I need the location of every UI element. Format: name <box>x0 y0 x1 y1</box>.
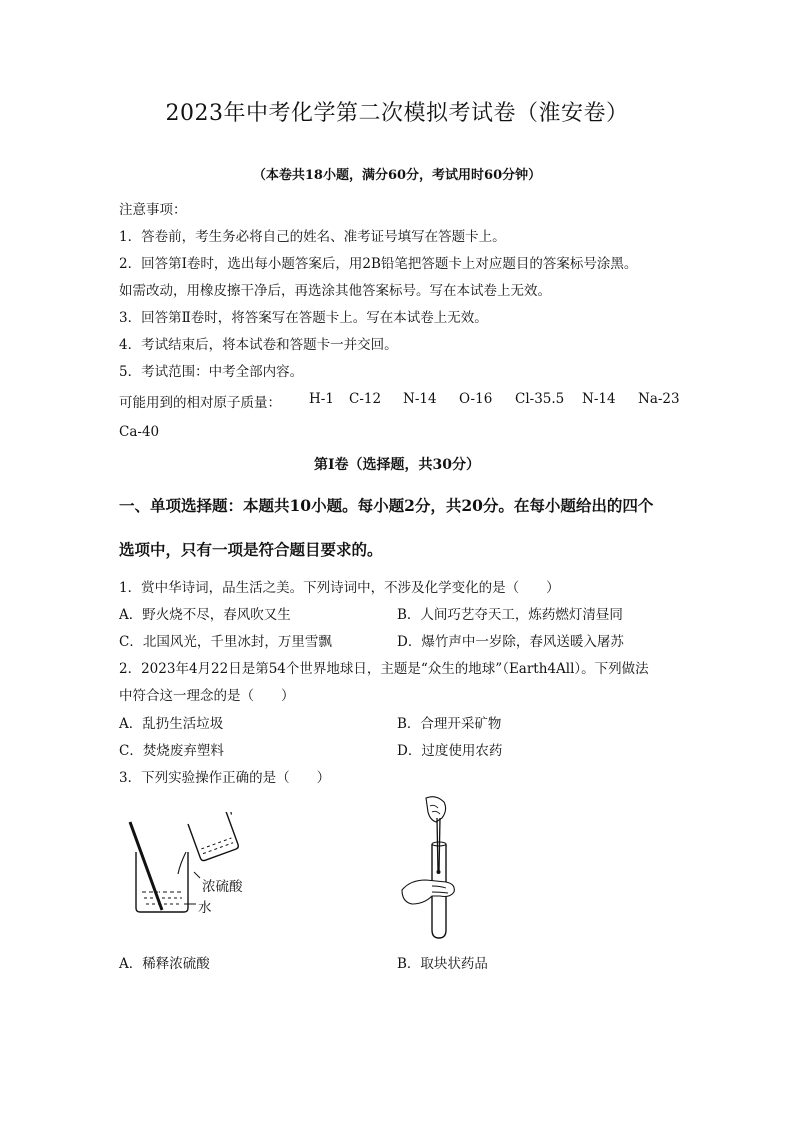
question-2-option-d: D．过度使用农药 <box>397 743 503 759</box>
exam-info-subtitle: （本卷共18小题，满分60分，考试用时60分钟） <box>252 168 542 183</box>
atomic-mass-overflow: Ca-40 <box>119 424 160 440</box>
note-item: 1．答卷前，考生务必将自己的姓名、准考证号填写在答题卡上。 <box>119 229 506 245</box>
question-2-option-b: B．合理开采矿物 <box>397 716 502 732</box>
page-title: 2023年中考化学第二次模拟考试卷（淮安卷） <box>165 101 629 126</box>
question-3-option-b: B．取块状药品 <box>397 956 488 972</box>
atomic-mass: O-16 <box>459 391 493 407</box>
section-title: 第Ⅰ卷（选择题，共30分） <box>313 457 481 473</box>
question-1-option-a: A．野火烧不尽，春风吹又生 <box>119 607 291 623</box>
note-item: 如需改动，用橡皮擦干净后，再选涂其他答案标号。写在本试卷上无效。 <box>119 283 551 299</box>
atomic-mass: H-1 <box>309 391 334 407</box>
note-item: 2．回答第Ⅰ卷时，选出每小题答案后，用2B铅笔把答题卡上对应题目的答案标号涂黑。 <box>119 256 638 272</box>
section-instruction: 选项中，只有一项是符合题目要求的。 <box>119 540 383 559</box>
atomic-masses-label: 可能用到的相对原子质量： <box>119 395 281 411</box>
question-1-option-c: C．北国风光，千里冰封，万里雪飘 <box>119 634 332 650</box>
question-2-option-c: C．焚烧废弃塑料 <box>119 743 224 759</box>
notes-heading: 注意事项： <box>119 202 187 218</box>
atomic-mass: N-14 <box>582 391 616 407</box>
atomic-mass: Na-23 <box>638 391 680 407</box>
note-item: 5．考试范围：中考全部内容。 <box>119 364 304 380</box>
atomic-masses-row <box>119 391 680 411</box>
question-2-stem: 2．2023年4月22日是第54个世界地球日，主题是“众生的地球”（Earth4All）。下列做法 <box>119 661 649 677</box>
test-tube-figure <box>396 792 486 942</box>
question-1-option-d: D．爆竹声中一岁除，春风送暖入屠苏 <box>397 634 624 650</box>
note-item: 4．考试结束后，将本试卷和答题卡一并交回。 <box>119 337 398 353</box>
atomic-mass: C-12 <box>349 391 382 407</box>
water-label: 水 <box>198 900 212 916</box>
question-1-option-b: B．人间巧艺夺天工，炼药燃灯清昼同 <box>397 607 623 623</box>
question-3-stem: 3．下列实验操作正确的是（ ） <box>119 770 331 786</box>
question-1-stem: 1．赏中华诗词，品生活之美。下列诗词中，不涉及化学变化的是（ ） <box>119 580 560 596</box>
acid-label: 浓硫酸 <box>202 879 243 895</box>
atomic-mass: Cl-35.5 <box>515 391 565 407</box>
question-2-stem-cont: 中符合这一理念的是（ ） <box>119 688 295 704</box>
atomic-mass: N-14 <box>403 391 437 407</box>
section-instruction: 一、单项选择题：本题共10小题。每小题2分，共20分。在每小题给出的四个 <box>119 496 654 515</box>
question-3-option-a: A．稀释浓硫酸 <box>119 956 210 972</box>
question-2-option-a: A．乱扔生活垃圾 <box>119 716 224 732</box>
note-item: 3．回答第Ⅱ卷时，将答案写在答题卡上。写在本试卷上无效。 <box>119 310 488 326</box>
